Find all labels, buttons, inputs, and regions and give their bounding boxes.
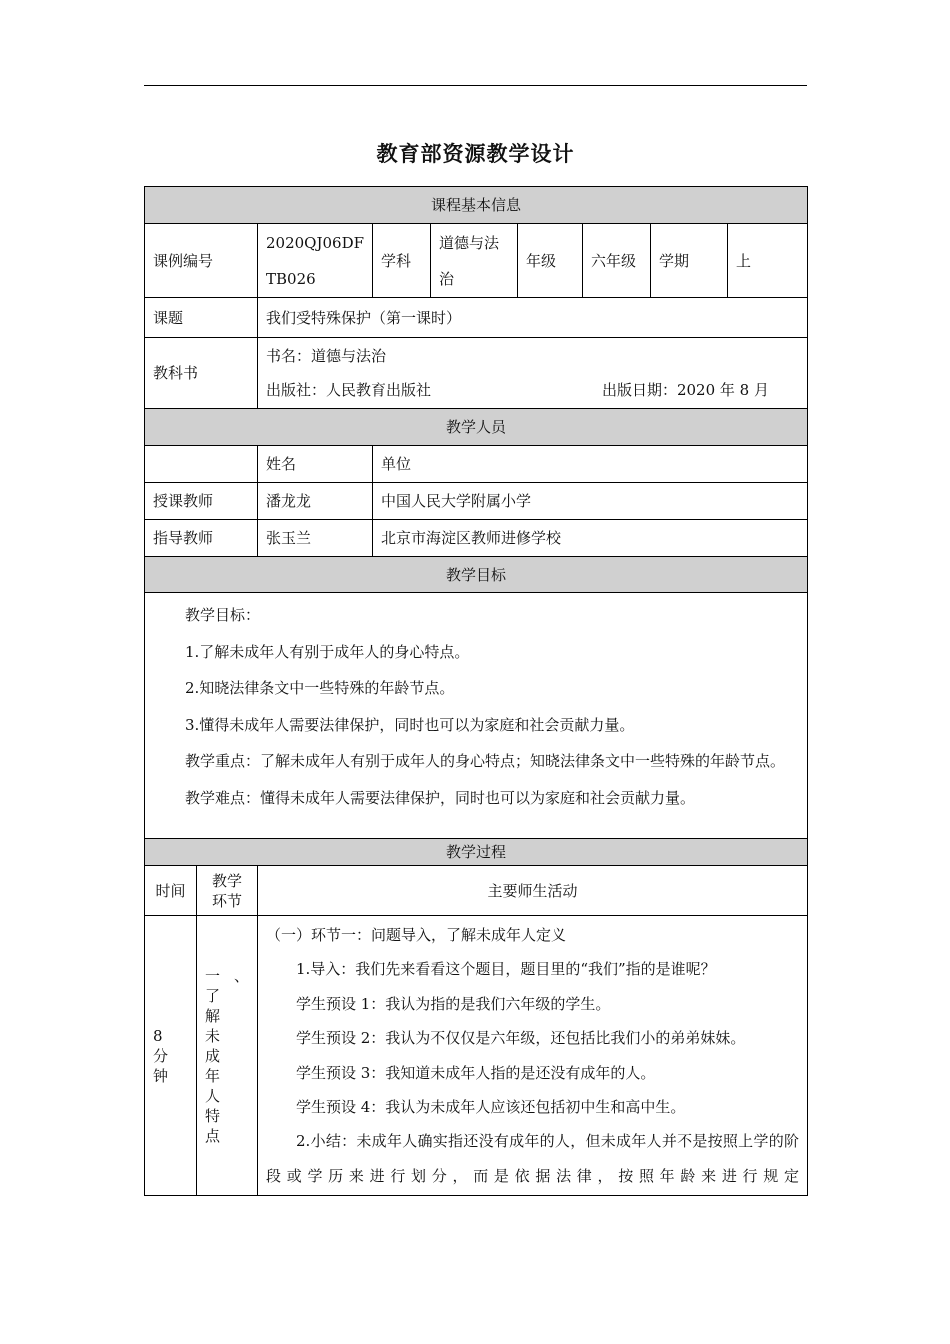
activity-line: 学生预设 1：我认为指的是我们六年级的学生。	[296, 994, 611, 1013]
topic-label: 课题	[145, 298, 258, 338]
objective-line: 2.知晓法律条文中一些特殊的年龄节点。	[185, 679, 455, 697]
book-name: 书名：道德与法治	[266, 347, 387, 365]
process-activities	[258, 916, 808, 1196]
staff-unit-header: 单位	[373, 446, 808, 483]
staff-unit: 北京市海淀区教师进修学校	[373, 520, 808, 557]
process-section: 一、了解未成年人特点	[197, 916, 258, 1196]
section-heading-process: 教学过程	[145, 839, 808, 866]
objective-line: 3.懂得未成年人需要法律保护，同时也可以为家庭和社会贡献力量。	[185, 715, 635, 734]
section-row-basic-info	[145, 187, 808, 224]
header-rule	[144, 85, 807, 86]
term-label: 学期	[651, 224, 728, 298]
staff-role-header-empty	[145, 446, 258, 483]
lesson-id-label: 课例编号	[145, 224, 258, 298]
publish-date: 出版日期：2020 年 8 月	[601, 381, 769, 399]
subject-value: 道德与法治	[431, 224, 518, 298]
staff-role: 授课教师	[145, 483, 258, 520]
process-time: 8 分钟	[145, 916, 197, 1196]
staff-role: 指导教师	[145, 520, 258, 557]
publisher: 出版社：人民教育出版社	[266, 381, 432, 399]
term-value: 上	[728, 224, 808, 298]
section-heading-basic-info: 课程基本信息	[145, 187, 808, 224]
objectives-content	[145, 593, 808, 839]
objective-line: 教学难点：懂得未成年人需要法律保护，同时也可以为家庭和社会贡献力量。	[185, 788, 696, 807]
textbook-row	[145, 338, 808, 409]
section-header: 教学环节	[197, 866, 258, 916]
staff-row	[145, 520, 808, 557]
staff-header-row	[145, 446, 808, 483]
activity-line: （一）环节一：问题导入，了解未成年人定义	[266, 925, 567, 944]
document-title: 教育部资源教学设计	[376, 142, 575, 166]
section-row-process	[145, 839, 808, 866]
textbook-details	[258, 338, 808, 409]
topic-row	[145, 298, 808, 338]
time-header: 时间	[145, 866, 197, 916]
activities-header: 主要师生活动	[258, 866, 808, 916]
activity-line: 学生预设 3：我知道未成年人指的是还没有成年的人。	[296, 1063, 656, 1082]
lesson-info-row	[145, 224, 808, 298]
section-heading-staff: 教学人员	[145, 409, 808, 446]
grade-label: 年级	[518, 224, 583, 298]
activity-line: 1.导入：我们先来看看这个题目，题目里的“我们”指的是谁呢？	[296, 960, 716, 979]
staff-row	[145, 483, 808, 520]
activity-line: 学生预设 4：我认为未成年人应该还包括初中生和高中生。	[296, 1097, 686, 1116]
staff-unit: 中国人民大学附属小学	[373, 483, 808, 520]
staff-name: 张玉兰	[258, 520, 373, 557]
topic-value: 我们受特殊保护（第一课时）	[258, 298, 808, 338]
objectives-row	[145, 593, 808, 839]
textbook-label: 教科书	[145, 338, 258, 409]
staff-name: 潘龙龙	[258, 483, 373, 520]
publisher-line	[266, 373, 799, 407]
objective-line: 1.了解未成年人有别于成年人的身心特点。	[185, 642, 470, 661]
subject-label: 学科	[373, 224, 431, 298]
process-header-row	[145, 866, 808, 916]
lesson-id-value: 2020QJ06DFTB026	[258, 224, 373, 298]
activity-line: 学生预设 2：我认为不仅仅是六年级，还包括比我们小的弟弟妹妹。	[296, 1029, 746, 1048]
objective-line: 教学重点：了解未成年人有别于成年人的身心特点；知晓法律条文中一些特殊的年龄节点。	[185, 752, 786, 770]
section-row-staff	[145, 409, 808, 446]
lesson-plan-table	[144, 186, 808, 1196]
process-row	[145, 916, 808, 1196]
grade-value: 六年级	[583, 224, 651, 298]
section-heading-objectives: 教学目标	[145, 557, 808, 593]
objective-line: 教学目标：	[185, 606, 261, 624]
staff-name-header: 姓名	[258, 446, 373, 483]
activity-line: 2.小结：未成年人确实指还没有成年的人，但未成年人并不是按照上学的阶段或学历来进行划分，而是依据法律，按照年龄来进行规定	[266, 1132, 799, 1185]
section-row-objectives	[145, 557, 808, 593]
